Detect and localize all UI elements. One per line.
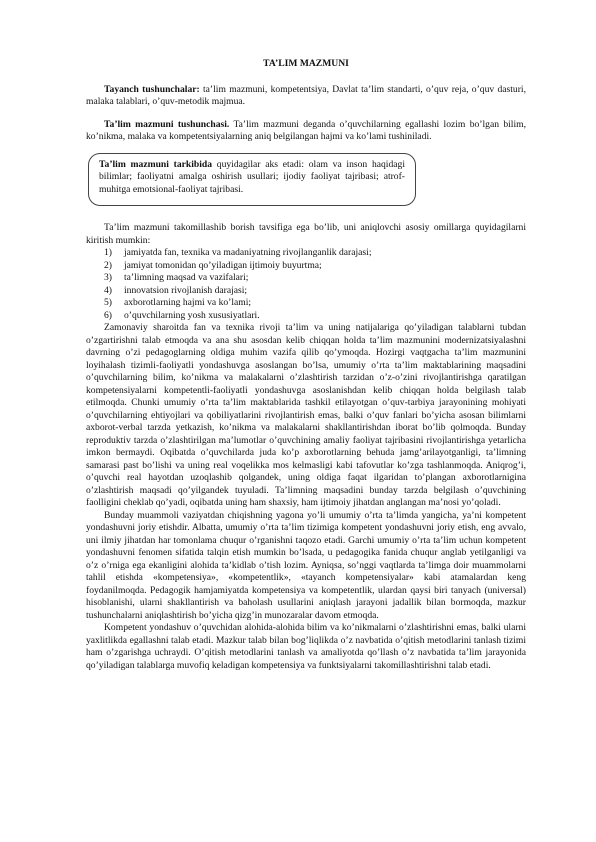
list-item-number: 2) — [104, 259, 112, 271]
list-item-text: axborotlarning hajmi va ko’lami; — [124, 297, 252, 308]
definition-label: Ta’lim mazmuni tushunchasi. — [104, 118, 230, 130]
page-title: TA’LIM MAZMUNI — [263, 58, 349, 69]
list-item-number: 5) — [104, 297, 112, 308]
definition-paragraph — [86, 119, 526, 144]
key-concepts-paragraph — [86, 84, 526, 109]
list-item — [86, 285, 526, 298]
list-item-number: 6) — [104, 309, 112, 321]
list-item — [86, 297, 526, 310]
list-item-text: jamiyatda fan, texnika va madaniyatning rivojlanganlik darajasi; — [124, 247, 372, 258]
list-item — [86, 310, 526, 323]
list-item-number: 1) — [104, 247, 112, 258]
callout-label: Ta’lim mazmuni tarkibida — [99, 158, 213, 170]
competence-approach-paragraph: Bunday muammoli vaziyatdan chiqishning yagona yo’li umumiy o’rta ta’limda yangicha, ya’ni kompetent yondashuvni joriy etishdir. Albatta, umumiy o’rta ta’lim tizimiga kompetent yondashuvni joriy etish, eng avvalo, uni ilmiy jihatdan har tomonlama chuqur o’rganishni taqozo etadi. Garchi umumiy o’rta ta’lim uchun kompetent yondashuvni fenomen sifatida talqin etish mumkin bo’lsada, u pedagogika fanida chuqur anglab yetilganligi va o’z o’rniga ega ekanligini alohida ta’kidlab o’tish lozim. Ayniqsa, so’nggi vaqtlarda ta’limga doir muammolarni tahlil etishda «kompetensiya», «kompetentlik», «tayanch kompetensiyalar» kabi atamalardan keng foydanilmoqda. Pedagogik hamjamiyatda kompetensiya va kompetentlik, ulardan qaysi biri tanyach (universal) hisoblanishi, ularni shakllantirish va baholash usullarini aniqlash jarayoni jadallik bilan bormoqda, mazkur tushunchalarni aniqlashtirish bo’yicha qizg’in munozaralar davom etmoqda. — [86, 509, 526, 621]
list-item — [86, 247, 526, 260]
callout-text: quyidagilar aks etadi: olam va inson haqidagi bilimlar; faoliyatni amalga oshirish usullari; ijodiy faoliyat tajribasi; atrof-muhitga emotsional-faoliyat tajribasi. — [99, 158, 405, 195]
list-item-text: jamiyat tomonidan qo’yiladigan ijtimoiy buyurtma; — [124, 259, 322, 271]
list-item-text: ta’limning maqsad va vazifalari; — [124, 272, 249, 283]
methods-paragraph: Kompetent yondashuv o’quvchidan alohida-alohida bilim va ko’nikmalarni o’zlashtirishni emas, balki ularni yaxlitlikda egallashni talab etadi. Mazkur talab bilan bog’liqlikda o’z navbatida o’qitish metodlarini tanlash tizimi ham o’zgarishga uchraydi. O’qitish metodlarini tanlash va amaliyotda qo’llash o’z navbatida ta’lim jarayonida qo’yiladigan talablarga muvofiq keladigan kompetensiya va funktsiyalarni takomillashtirishni talab etadi. — [86, 622, 526, 671]
document-page — [86, 58, 526, 672]
list-item-text: innovatsion rivojlanish darajasi; — [124, 284, 248, 296]
modernization-paragraph: Zamonaviy sharoitda fan va texnika rivoji ta’lim va uning natijalariga qo’yiladigan talablarni tubdan o’zgartirishni talab etmoqda va ana shu asosdan kelib chiqqan holda ta’lim mazmunini modernizatsiyalashni davrning o’zi pedagoglarning oldiga muhim vazifa qilib qo’ymoqda. Hozirgi vaqtgacha ta’lim mazmunini loyihalash tizimli-faoliyatli yondashuvga asoslangan bo’lsa, umumiy o’rta ta’lim maktablarining maqsadini o’quvchilarning bilim, ko’nikma va malakalarni o’zlashtirish tarzidan o’z-o’zini rivojlantirishga qaratilgan kompetensiyalarni kompetentli-faoliyatli yondashuvga asoslanishdan kelib chiqqan holda belgilash talab etilmoqda. Chunki umumiy o’rta ta’lim maktablarida tashkil etilayotgan o’quv-tarbiya jarayonining mohiyati o’quvchilarning ehtiyojlari va qobiliyatlarini rivojlantirish emas, balki o’quv fanlari bo’yicha asosan bilimlarni axborot-verbal tarzda yetkazish, ko’nikma va malakalarni shakllantirishdan iborat bo’lib qolmoqda. Bunday reproduktiv tarzda o’zlashtirilgan ma’lumotlar o’quvchining amaliy faoliyat tajribasini rivojlantirishga yetarlicha imkon bermaydi. Oqibatda o’quvchilarda juda ko’p axborotlarning behuda jamg’arilayotganligi, ta’limning samarasi past bo’lishi va uning real voqelikka mos kelmasligi kabi tafovutlar ko’zga tashlanmoqda. Aniqrog’i, o’quvchi real hayotdan uzoqlashib qolgandek, uning oldiga faqat ilgaridan to’plangan axborotlarnigina o’zlashtirish maqsadi qo’yilgandek tuyuladi. Ta’limning maqsadini bunday tarzda belgilash o’quvchining faolligini cheklab qo’yadi, oqibatda uning ham shaxsiy, ham ijtimoiy jihatdan anglangan ma’nosi yo’qoladi. — [86, 322, 526, 508]
key-concepts-label: Tayanch tushunchalar: — [104, 83, 200, 95]
factors-list — [86, 247, 526, 322]
list-item-number: 4) — [104, 284, 112, 296]
key-concepts-text: ta’lim mazmuni, kompetentsiya, Davlat ta’lim standarti, o’quv reja, o’quv dasturi, malaka talablari, o’quv-metodik majmua. — [86, 83, 526, 107]
content-structure-callout — [88, 153, 416, 207]
factors-intro-paragraph: Ta’lim mazmuni takomillashib borish tavsifiga ega bo’lib, uni aniqlovchi asosiy omillarga quyidagilarni kiritish mumkin: — [86, 222, 526, 246]
definition-text: Ta’lim mazmuni deganda o’quvchilarning egallashi lozim bo’lgan bilim, ko’nikma, malaka va kompetentsiyalarning aniq belgilangan hajmi va ko’lami tushiniladi. — [86, 118, 526, 142]
list-item — [86, 260, 526, 273]
list-item-text: o’quvchilarning yosh xususiyatlari. — [124, 309, 260, 321]
list-item-number: 3) — [104, 272, 112, 283]
list-item — [86, 272, 526, 285]
